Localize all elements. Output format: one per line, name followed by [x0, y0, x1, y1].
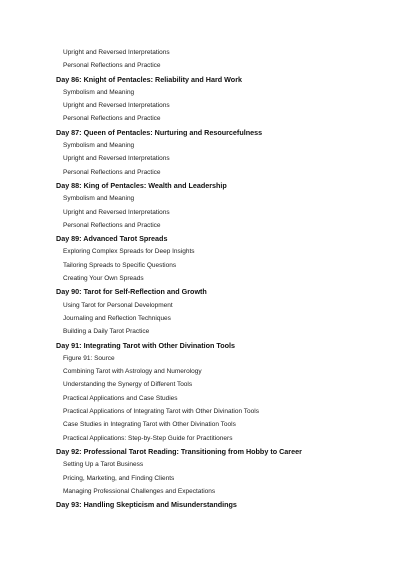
toc-subentry[interactable]: Upright and Reversed Interpretations: [63, 49, 170, 56]
toc-day-heading[interactable]: Day 90: Tarot for Self-Reflection and Growth: [56, 287, 207, 297]
toc-subentry[interactable]: Tailoring Spreads to Specific Questions: [63, 261, 177, 269]
toc-day-heading[interactable]: Day 92: Professional Tarot Reading: Transitioning from Hobby to Career: [56, 446, 302, 456]
toc-day-heading[interactable]: Day 87: Queen of Pentacles: Nurturing and Resourcefulness: [56, 127, 263, 137]
toc-subentry[interactable]: Understanding the Synergy of Different Tools: [63, 381, 193, 389]
toc-subentry[interactable]: Combining Tarot with Astrology and Numerology: [63, 368, 202, 376]
toc-subentry[interactable]: Personal Reflections and Practice: [63, 221, 161, 229]
toc-subentry[interactable]: Using Tarot for Personal Development: [63, 301, 173, 309]
toc-subentry[interactable]: Setting Up a Tarot Business: [63, 461, 144, 469]
toc-day-heading[interactable]: Day 89: Advanced Tarot Spreads: [56, 234, 168, 244]
toc-subentry[interactable]: Practical Applications and Case Studies: [63, 394, 178, 402]
toc-day-heading[interactable]: Day 86: Knight of Pentacles: Reliability and Hard Work: [56, 74, 242, 84]
toc-day-heading[interactable]: Day 93: Handling Skepticism and Misunderstandings: [56, 500, 237, 510]
toc-subentry[interactable]: Personal Reflections and Practice: [63, 62, 161, 70]
toc-subentry[interactable]: Personal Reflections and Practice: [63, 168, 161, 176]
toc-day-heading[interactable]: Day 91: Integrating Tarot with Other Divination Tools: [56, 340, 236, 350]
toc-subentry[interactable]: Upright and Reversed Interpretations: [63, 102, 170, 110]
toc-subentry[interactable]: Symbolism and Meaning: [63, 195, 135, 203]
toc-subentry[interactable]: Upright and Reversed Interpretations: [63, 208, 170, 216]
toc-subentry[interactable]: Pricing, Marketing, and Finding Clients: [63, 474, 175, 482]
toc-subentry[interactable]: Case Studies in Integrating Tarot with Other Divination Tools: [63, 421, 236, 429]
toc-subentry[interactable]: Figure 91: Source: [63, 354, 115, 362]
toc-subentry[interactable]: Managing Professional Challenges and Expectations: [63, 487, 216, 495]
toc-subentry[interactable]: Upright and Reversed Interpretations: [63, 155, 170, 163]
toc-subentry[interactable]: Building a Daily Tarot Practice: [63, 328, 150, 336]
table-of-contents: [56, 46, 386, 511]
toc-subentry[interactable]: Exploring Complex Spreads for Deep Insights: [63, 248, 195, 256]
toc-subentry[interactable]: Creating Your Own Spreads: [63, 275, 144, 283]
toc-subentry[interactable]: Personal Reflections and Practice: [63, 115, 161, 123]
toc-day-heading[interactable]: Day 88: King of Pentacles: Wealth and Leadership: [56, 180, 227, 190]
toc-subentry[interactable]: Symbolism and Meaning: [63, 88, 135, 96]
toc-subentry[interactable]: Practical Applications of Integrating Tarot with Other Divination Tools: [63, 408, 259, 416]
toc-subentry[interactable]: Journaling and Reflection Techniques: [63, 314, 171, 322]
toc-subentry[interactable]: Symbolism and Meaning: [63, 142, 135, 150]
toc-subentry[interactable]: Practical Applications: Step-by-Step Guide for Practitioners: [63, 434, 233, 442]
